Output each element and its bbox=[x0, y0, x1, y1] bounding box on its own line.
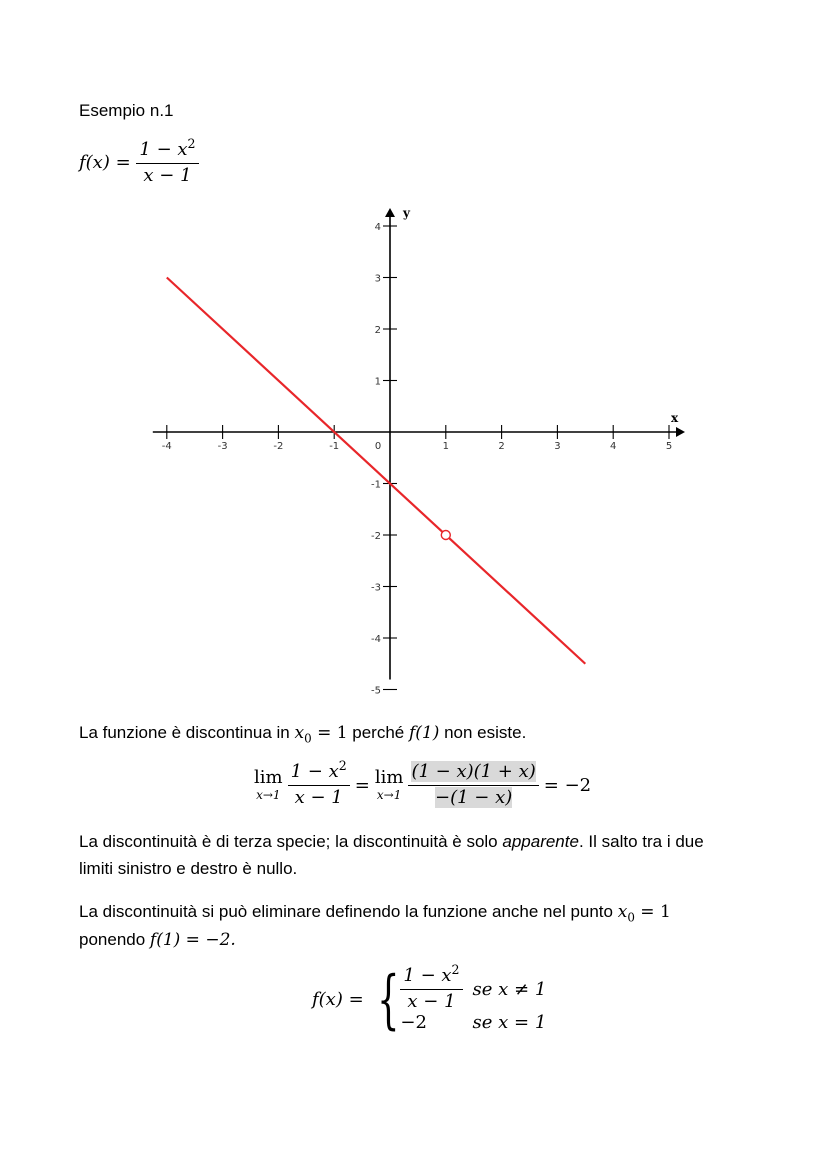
paragraph-species: La discontinuità è di terza specie; la discontinuità è solo apparente. Il salto tra i due limiti sinistro e destro è nullo. bbox=[79, 832, 704, 878]
y-tick-label: -1 bbox=[371, 479, 381, 491]
y-tick-label: 4 bbox=[374, 222, 381, 233]
left-brace: { bbox=[376, 962, 400, 1037]
y-tick-label: 2 bbox=[374, 325, 381, 336]
y-axis-label: y bbox=[403, 206, 410, 220]
x-tick-label: 0 bbox=[374, 441, 382, 452]
case2-value: −2 bbox=[400, 1012, 427, 1034]
y-tick-label: 1 bbox=[374, 376, 381, 388]
piecewise-cases bbox=[400, 962, 547, 1034]
function-lhs: f(x) = bbox=[79, 152, 131, 174]
x-tick-label: -3 bbox=[217, 441, 228, 452]
paragraph-eliminate: La discontinuità si può eliminare definendo la funzione anche nel punto $x_0 = 1$ ponendo f(1) = −2. bbox=[79, 902, 671, 950]
x-tick-label: 5 bbox=[665, 441, 673, 452]
y-tick-label: -3 bbox=[371, 582, 381, 594]
example-title: Esempio n.1 bbox=[79, 101, 174, 120]
fraction-numerator: $1 - x^2$ bbox=[136, 140, 198, 164]
case2-condition: se x = 1 bbox=[472, 1012, 547, 1034]
y-axis-arrow bbox=[385, 208, 395, 217]
graph-axes bbox=[153, 206, 685, 680]
fraction-denominator: x − 1 bbox=[143, 164, 192, 186]
f1-symbol: f(1) bbox=[408, 723, 440, 743]
y-tick-label: -2 bbox=[371, 531, 381, 542]
x-tick-label: -2 bbox=[273, 441, 284, 452]
discontinuity-hole bbox=[441, 531, 450, 540]
limit-result: = −2 bbox=[543, 774, 592, 796]
case1-fraction: $\frac{1 - x^2}{x - 1}$ bbox=[400, 966, 462, 1012]
x-tick-label: 3 bbox=[554, 441, 561, 452]
limit-operator: lim x→1 bbox=[254, 767, 283, 803]
paragraph-discontinuity: La funzione è discontinua in $x_0 = 1$ perché f(1) non esiste. bbox=[79, 723, 527, 746]
piecewise-definition: f(x) = { $\frac{1 - x^2}{x - 1}$ se x ≠ 1 −2 se x = 1 bbox=[312, 962, 547, 1037]
function-fraction bbox=[136, 136, 198, 186]
limit-equation: lim x→1 $\frac{1 - x^2}{x - 1}$ = lim x→1 $\frac{(1 - x)(1 + x)}{-(1 - x)}$ = −2 bbox=[254, 758, 592, 808]
y-tick-label: -5 bbox=[371, 685, 381, 697]
limit-fraction-1: $\frac{1 - x^2}{x - 1}$ bbox=[288, 762, 350, 808]
graph-ticks bbox=[162, 222, 672, 697]
function-graph bbox=[140, 200, 700, 710]
x-axis-label: x bbox=[671, 411, 679, 425]
x-tick-label: 1 bbox=[442, 441, 449, 452]
limit-fraction-2: $\frac{(1 - x)(1 + x)}{-(1 - x)}$ bbox=[408, 762, 538, 808]
x-tick-label: -1 bbox=[329, 441, 340, 452]
x-axis-arrow bbox=[676, 427, 685, 437]
x-tick-label: 2 bbox=[498, 441, 505, 452]
limit-operator-2: lim x→1 bbox=[374, 767, 404, 803]
apparente-emphasis: apparente bbox=[502, 832, 579, 851]
x0-symbol: x bbox=[294, 723, 305, 743]
function-definition bbox=[79, 136, 199, 186]
x-tick-label: 4 bbox=[610, 441, 617, 452]
x-tick-label: -4 bbox=[161, 441, 172, 452]
case1-condition: se x ≠ 1 bbox=[472, 978, 547, 1000]
y-tick-label: 3 bbox=[374, 273, 381, 285]
y-tick-label: -4 bbox=[371, 634, 381, 645]
